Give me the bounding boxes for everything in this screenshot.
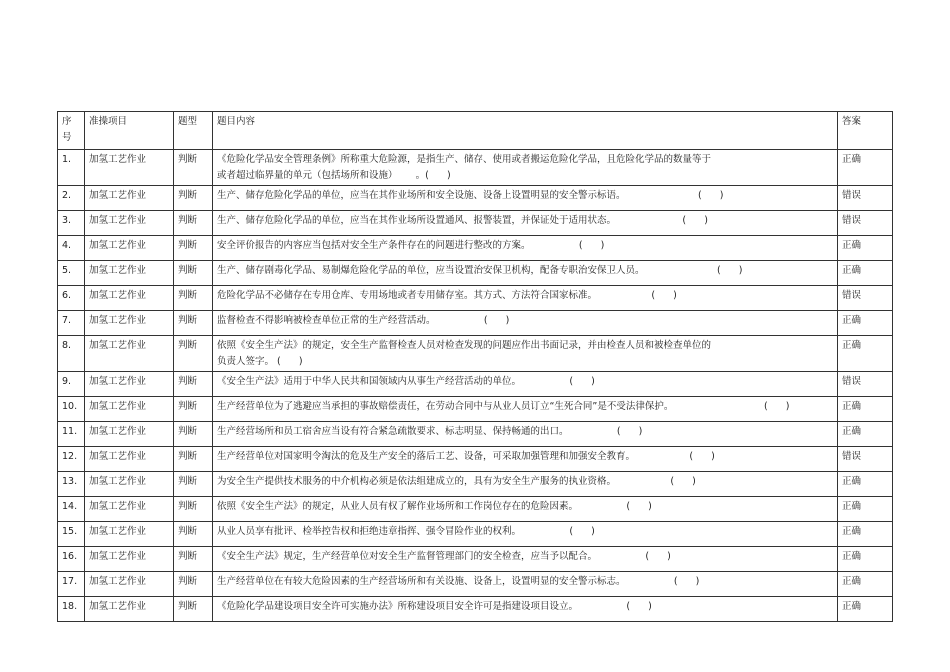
question-answer: 正确 bbox=[838, 547, 893, 572]
table-row bbox=[58, 261, 893, 286]
question-number: 11. bbox=[58, 422, 85, 447]
question-project: 加氢工艺作业 bbox=[85, 311, 174, 336]
question-project: 加氢工艺作业 bbox=[85, 472, 174, 497]
question-project: 加氢工艺作业 bbox=[85, 597, 174, 622]
question-answer: 错误 bbox=[838, 447, 893, 472]
question-type: 判断 bbox=[174, 472, 213, 497]
question-number: 15. bbox=[58, 522, 85, 547]
question-answer: 正确 bbox=[838, 261, 893, 286]
table-row bbox=[58, 572, 893, 597]
question-content: 《安全生产法》规定，生产经营单位对安全生产监督管理部门的安全检查，应当予以配合。 ( ) bbox=[213, 547, 838, 572]
table-row bbox=[58, 422, 893, 447]
table-row bbox=[58, 472, 893, 497]
question-content: 危险化学品不必储存在专用仓库、专用场地或者专用储存室。其方式、方法符合国家标准。 ( ) bbox=[213, 286, 838, 311]
table-row bbox=[58, 597, 893, 622]
question-type: 判断 bbox=[174, 572, 213, 597]
question-table bbox=[57, 111, 893, 622]
question-number: 13. bbox=[58, 472, 85, 497]
table-row bbox=[58, 150, 893, 186]
question-type: 判断 bbox=[174, 397, 213, 422]
question-answer: 正确 bbox=[838, 397, 893, 422]
question-project: 加氢工艺作业 bbox=[85, 422, 174, 447]
table-header-row bbox=[58, 112, 893, 150]
header-answer: 答案 bbox=[838, 112, 893, 150]
question-content: 安全评价报告的内容应当包括对安全生产条件存在的问题进行整改的方案。 ( ) bbox=[213, 236, 838, 261]
question-project: 加氢工艺作业 bbox=[85, 572, 174, 597]
question-project: 加氢工艺作业 bbox=[85, 547, 174, 572]
question-content: 监督检查不得影响被检查单位正常的生产经营活动。 ( ) bbox=[213, 311, 838, 336]
table-row bbox=[58, 547, 893, 572]
question-content: 《安全生产法》适用于中华人民共和国领域内从事生产经营活动的单位。 ( ) bbox=[213, 372, 838, 397]
header-type: 题型 bbox=[174, 112, 213, 150]
question-content: 依照《安全生产法》的规定，安全生产监督检查人员对检查发现的问题应作出书面记录，并由检查人员和被检查单位的 负责人签字。 ( ) bbox=[213, 336, 838, 372]
question-number: 5. bbox=[58, 261, 85, 286]
question-project: 加氢工艺作业 bbox=[85, 497, 174, 522]
question-project: 加氢工艺作业 bbox=[85, 447, 174, 472]
question-answer: 正确 bbox=[838, 597, 893, 622]
question-type: 判断 bbox=[174, 447, 213, 472]
question-project: 加氢工艺作业 bbox=[85, 261, 174, 286]
table-row bbox=[58, 186, 893, 211]
question-number: 16. bbox=[58, 547, 85, 572]
question-number: 3. bbox=[58, 211, 85, 236]
question-content: 《危险化学品建设项目安全许可实施办法》所称建设项目安全许可是指建设项目设立。 ( ) bbox=[213, 597, 838, 622]
question-answer: 正确 bbox=[838, 422, 893, 447]
question-type: 判断 bbox=[174, 597, 213, 622]
question-type: 判断 bbox=[174, 522, 213, 547]
question-answer: 正确 bbox=[838, 336, 893, 372]
question-number: 17. bbox=[58, 572, 85, 597]
question-type: 判断 bbox=[174, 236, 213, 261]
question-content: 生产经营场所和员工宿舍应当设有符合紧急疏散要求、标志明显、保持畅通的出口。 ( ) bbox=[213, 422, 838, 447]
question-project: 加氢工艺作业 bbox=[85, 397, 174, 422]
question-type: 判断 bbox=[174, 547, 213, 572]
question-answer: 错误 bbox=[838, 211, 893, 236]
question-project: 加氢工艺作业 bbox=[85, 211, 174, 236]
question-content: 生产、储存危险化学品的单位，应当在其作业场所设置通风、报警装置，并保证处于适用状态。 ( ) bbox=[213, 211, 838, 236]
question-content: 生产经营单位为了逃避应当承担的事故赔偿责任，在劳动合同中与从业人员订立“生死合同”是不受法律保护。 ( ) bbox=[213, 397, 838, 422]
question-number: 14. bbox=[58, 497, 85, 522]
header-content: 题目内容 bbox=[213, 112, 838, 150]
question-type: 判断 bbox=[174, 261, 213, 286]
question-answer: 正确 bbox=[838, 572, 893, 597]
table-row bbox=[58, 211, 893, 236]
table-row bbox=[58, 372, 893, 397]
table-row bbox=[58, 286, 893, 311]
question-content: 生产经营单位对国家明令淘汰的危及生产安全的落后工艺、设备，可采取加强管理和加强安全教育。 ( ) bbox=[213, 447, 838, 472]
question-answer: 正确 bbox=[838, 236, 893, 261]
question-answer: 正确 bbox=[838, 311, 893, 336]
question-project: 加氢工艺作业 bbox=[85, 372, 174, 397]
header-project: 准操项目 bbox=[85, 112, 174, 150]
table-row bbox=[58, 336, 893, 372]
question-project: 加氢工艺作业 bbox=[85, 186, 174, 211]
question-number: 9. bbox=[58, 372, 85, 397]
table-row bbox=[58, 397, 893, 422]
question-content: 依照《安全生产法》的规定，从业人员有权了解作业场所和工作岗位存在的危险因素。 ( ) bbox=[213, 497, 838, 522]
question-type: 判断 bbox=[174, 422, 213, 447]
question-answer: 错误 bbox=[838, 286, 893, 311]
question-project: 加氢工艺作业 bbox=[85, 522, 174, 547]
question-type: 判断 bbox=[174, 286, 213, 311]
table-row bbox=[58, 522, 893, 547]
question-project: 加氢工艺作业 bbox=[85, 236, 174, 261]
table-row bbox=[58, 311, 893, 336]
question-content: 为安全生产提供技术服务的中介机构必须是依法组建成立的，具有为安全生产服务的执业资格。 ( ) bbox=[213, 472, 838, 497]
question-answer: 正确 bbox=[838, 522, 893, 547]
question-project: 加氢工艺作业 bbox=[85, 286, 174, 311]
question-content: 生产、储存危险化学品的单位，应当在其作业场所和安全设施、设备上设置明显的安全警示标语。 ( ) bbox=[213, 186, 838, 211]
question-type: 判断 bbox=[174, 186, 213, 211]
question-type: 判断 bbox=[174, 336, 213, 372]
question-type: 判断 bbox=[174, 150, 213, 186]
question-answer: 错误 bbox=[838, 372, 893, 397]
question-number: 8. bbox=[58, 336, 85, 372]
question-type: 判断 bbox=[174, 211, 213, 236]
question-number: 10. bbox=[58, 397, 85, 422]
question-answer: 错误 bbox=[838, 186, 893, 211]
question-number: 1. bbox=[58, 150, 85, 186]
question-number: 12. bbox=[58, 447, 85, 472]
question-number: 18. bbox=[58, 597, 85, 622]
question-number: 7. bbox=[58, 311, 85, 336]
question-answer: 正确 bbox=[838, 150, 893, 186]
question-project: 加氢工艺作业 bbox=[85, 150, 174, 186]
question-answer: 正确 bbox=[838, 497, 893, 522]
header-no: 序号 bbox=[58, 112, 85, 150]
table-row bbox=[58, 497, 893, 522]
question-content: 生产经营单位在有较大危险因素的生产经营场所和有关设施、设备上，设置明显的安全警示标志。 ( ) bbox=[213, 572, 838, 597]
question-number: 2. bbox=[58, 186, 85, 211]
question-type: 判断 bbox=[174, 497, 213, 522]
question-content: 《危险化学品安全管理条例》所称重大危险源，是指生产、储存、使用或者搬运危险化学品，且危险化学品的数量等于 或者超过临界量的单元（包括场所和设施） 。( ) bbox=[213, 150, 838, 186]
table-row bbox=[58, 236, 893, 261]
question-answer: 正确 bbox=[838, 472, 893, 497]
question-number: 4. bbox=[58, 236, 85, 261]
question-type: 判断 bbox=[174, 311, 213, 336]
question-content: 生产、储存剧毒化学品、易制爆危险化学品的单位，应当设置治安保卫机构，配备专职治安保卫人员。 ( ) bbox=[213, 261, 838, 286]
question-content: 从业人员享有批评、检举控告权和拒绝违章指挥、强令冒险作业的权利。 ( ) bbox=[213, 522, 838, 547]
question-project: 加氢工艺作业 bbox=[85, 336, 174, 372]
question-type: 判断 bbox=[174, 372, 213, 397]
table-row bbox=[58, 447, 893, 472]
question-number: 6. bbox=[58, 286, 85, 311]
